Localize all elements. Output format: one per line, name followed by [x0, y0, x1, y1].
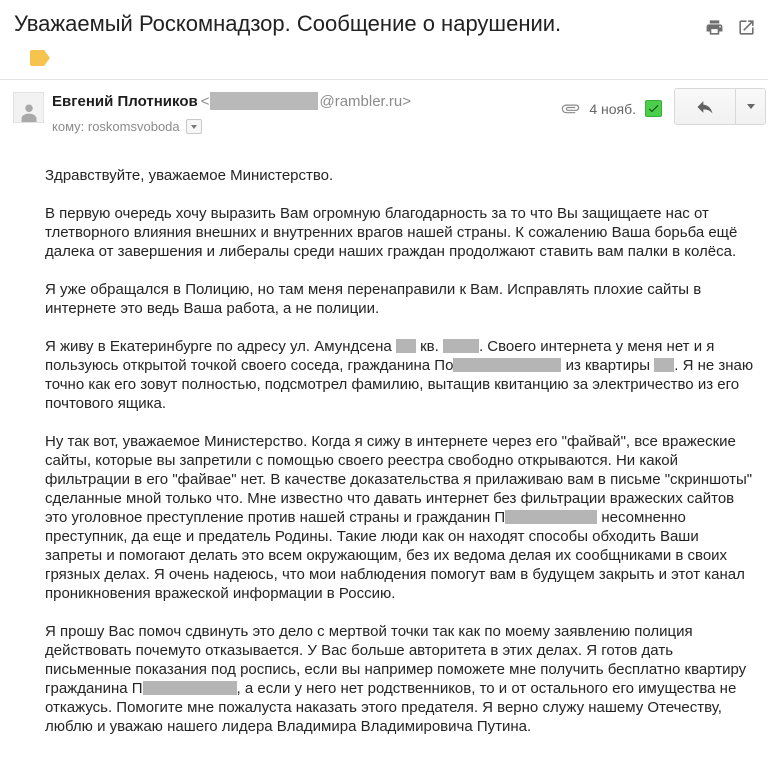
email-paragraph: Я живу в Екатеринбурге по адресу ул. Амундсена кв. . Своего интернета у меня нет и я пользуюсь открытой точкой своего соседа, гражданина По из квартиры . Я не знаю точно как его зовут полностью, подсмотрел фамилию, вытащив квитанцию за электричество из его почтового ящика. [45, 338, 754, 413]
message-date: 4 нояб. [589, 100, 636, 117]
recipient-line [52, 119, 561, 134]
open-in-new-icon[interactable] [737, 18, 756, 37]
sender-avatar [13, 92, 44, 123]
email-paragraph: В первую очередь хочу выразить Вам огромную благодарность за то что Вы защищаете нас от тлетворного влияния внешних и внутренних врагов нашей страны. К сожалению Ваша борьба ещё далека от завершения и либералы среди наших граждан продолжают ставить вам палки в колёса. [45, 205, 738, 261]
checked-checkbox[interactable] [645, 100, 662, 117]
checkmark-icon [647, 102, 660, 115]
redacted-email-local-part [210, 92, 318, 110]
show-details-dropdown-button[interactable] [186, 119, 202, 134]
redacted-text [453, 358, 561, 372]
chevron-down-icon [191, 125, 197, 129]
redacted-text [443, 339, 479, 353]
message-meta [561, 99, 662, 118]
email-domain: @rambler.ru> [319, 93, 411, 110]
redacted-text [396, 339, 416, 353]
dropdown-arrow-icon [747, 104, 755, 109]
email-open-bracket: < [200, 93, 210, 110]
more-options-button[interactable] [735, 89, 765, 124]
email-body [0, 134, 768, 736]
email-paragraph: Я уже обращался в Полицию, но там меня перенаправили к Вам. Исправлять плохие сайты в интернете это ведь Ваша работа, а не полиции. [45, 281, 702, 318]
subject-row [0, 0, 768, 37]
sender-name: Евгений Плотников [52, 93, 198, 110]
yellow-label-tag-icon [30, 50, 50, 66]
sender-row [0, 80, 768, 134]
email-paragraph: Здравствуйте, уважаемое Министерство. [45, 167, 334, 185]
reply-button-group [674, 88, 766, 125]
reply-button[interactable] [675, 89, 735, 124]
email-paragraph: Ну так вот, уважаемое Министерство. Когда я сижу в интернете через его "файвай", все вражеские сайты, которые вы запретили с помощью своего реестра свободно открываются. Ни какой фильтрации в его "файвае" нет. В качестве доказательства я прилаживаю вам в письме "скриншоты" сделанные мной только что. Мне известно что давать интернет без фильтрации вражеских сайтов это уголовное преступление против нашей страны и гражданин П несомненно преступник, да еще и предатель Родины. Такие люди как он находят способы обходить Ваши запреты и помогают делать это всем окружающим, без их ведома делая их сообщниками в своих грязных делах. Я очень надеюсь, что мои наблюдения помогут вам в будущем закрыть и этот канал проникновения вражеской информации в Россию. [45, 433, 753, 603]
email-paragraph: Я прошу Вас помоч сдвинуть это дело с мертвой точки так как по моему заявлению полиция действовать почемуто отказывается. У Вас больше авторитета в этих делах. Я готов дать письменные показания под роспись, если вы например поможете мне получить бесплатно квартиру гражданина П , а если у него нет родственников, то и от остального его имущества не откажусь. Помогите мне пожалуста наказать этого предателя. Я верно служу нашему Отечеству, люблю и уважаю нашего лидера Владимира Владимировича Путина. [45, 623, 747, 736]
redacted-text [143, 681, 237, 695]
print-icon[interactable] [705, 18, 724, 37]
redacted-text [505, 510, 597, 524]
sender-info [52, 92, 561, 134]
redacted-text [654, 358, 674, 372]
paperclip-icon [561, 99, 580, 118]
person-icon [19, 102, 39, 122]
header-icons [705, 18, 758, 37]
reply-arrow-icon [695, 97, 715, 117]
recipient-label: кому: roskomsvoboda [52, 119, 180, 135]
email-subject: Уважаемый Роскомнадзор. Сообщение о нарушении. [14, 11, 562, 36]
sender-line [52, 92, 561, 112]
